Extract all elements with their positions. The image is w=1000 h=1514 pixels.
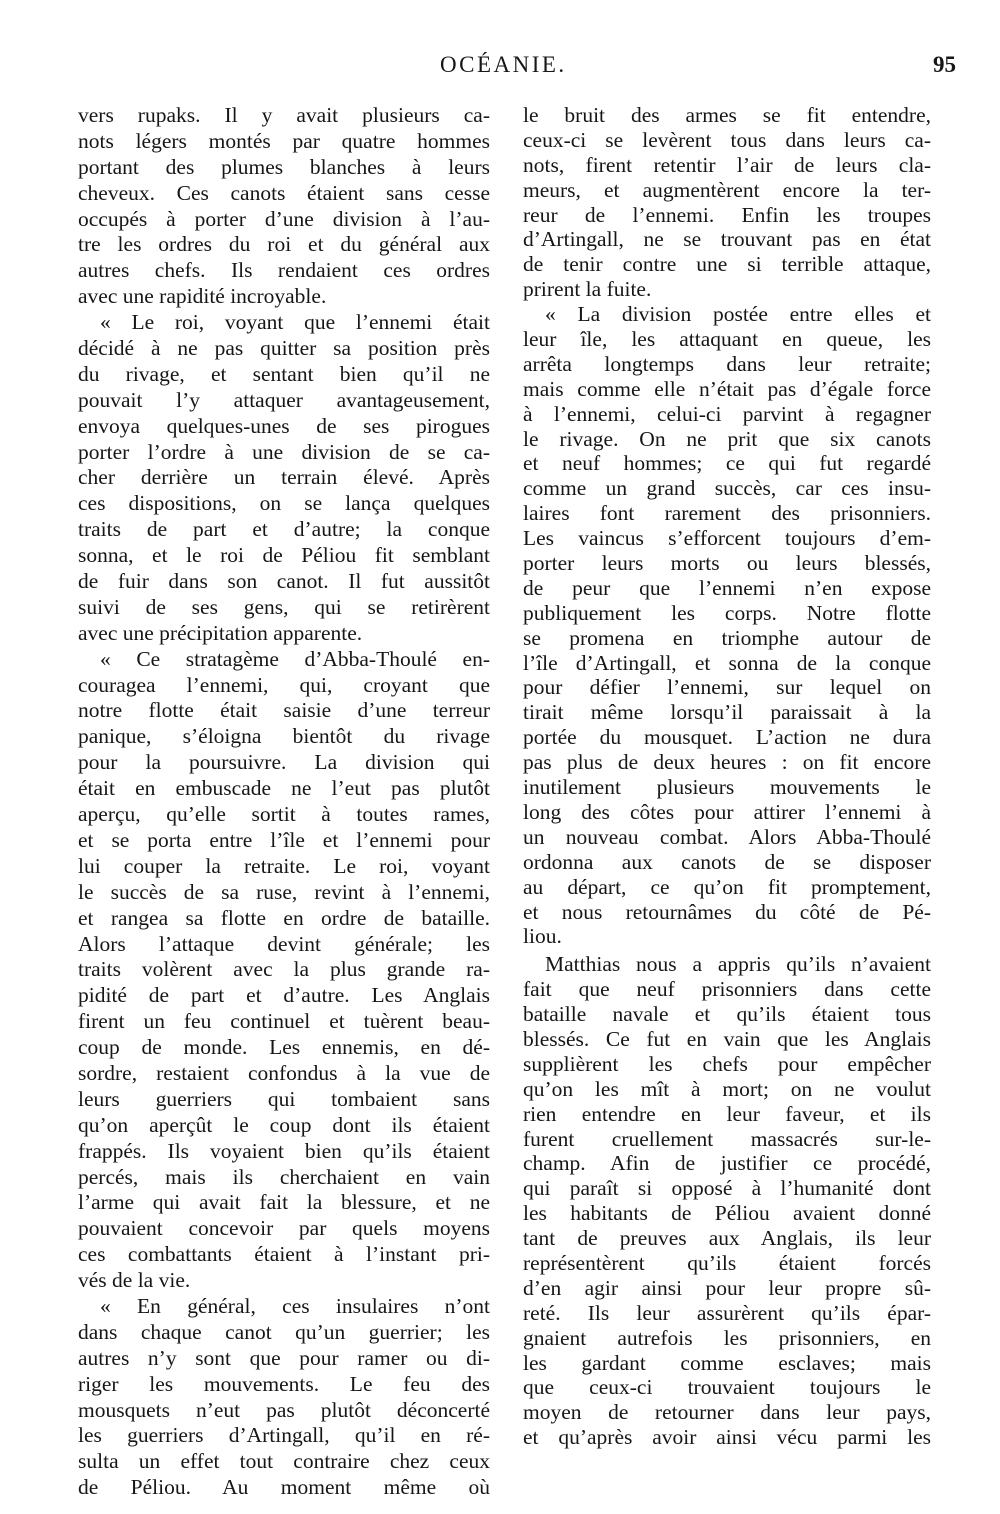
- text-line: à l’ennemi, celui-ci parvint à regagner: [523, 401, 931, 426]
- text-line: publiquement les corps. Notre flotte: [523, 600, 931, 625]
- text-line: autres chefs. Ils rendaient ces ordres: [78, 258, 490, 283]
- text-line: frappés. Ils voyaient bien qu’ils étaient: [78, 1138, 490, 1163]
- text-line: qui paraît si opposé à l’humanité dont: [523, 1176, 931, 1201]
- text-line: rien entendre en leur faveur, et ils: [523, 1101, 931, 1126]
- text-line: « Ce stratagème d’Abba-Thoulé en-: [100, 646, 490, 671]
- text-line: riger les mouvements. Le feu des: [78, 1371, 490, 1396]
- text-line: sonna, et le roi de Péliou fit semblant: [78, 543, 490, 568]
- text-line: l’île d’Artingall, et sonna de la conque: [523, 650, 931, 675]
- text-line: mais comme elle n’était pas d’égale force: [523, 376, 931, 401]
- running-head: [0, 52, 1000, 82]
- text-line: leurs guerriers qui tombaient sans: [78, 1086, 490, 1111]
- text-line: tant de preuves aux Anglais, ils leur: [523, 1226, 931, 1251]
- text-line: blessés. Ce fut en vain que les Anglais: [523, 1026, 931, 1051]
- text-line: et se porta entre l’île et l’ennemi pour: [78, 827, 490, 852]
- text-line: les gardant comme esclaves; mais: [523, 1350, 931, 1375]
- text-line: d’Artingall, ne se trouvant pas en état: [523, 227, 931, 252]
- text-line: pidité de part et d’autre. Les Anglais: [78, 983, 490, 1008]
- text-line: porter l’ordre à une division de se ca-: [78, 439, 490, 464]
- text-line: supplièrent les chefs pour empêcher: [523, 1051, 931, 1076]
- text-line: portant des plumes blanches à leurs: [78, 154, 490, 179]
- text-line: sordre, restaient confondus à la vue de: [78, 1060, 490, 1085]
- text-line: tirait même lorsqu’il paraissait à la: [523, 700, 931, 725]
- text-line: champ. Afin de justifier ce procédé,: [523, 1151, 931, 1176]
- text-line: pouvait l’y attaquer avantageusement,: [78, 387, 490, 412]
- text-line: gnaient autrefois les prisonniers, en: [523, 1325, 931, 1350]
- text-line: sulta un effet tout contraire chez ceux: [78, 1449, 490, 1474]
- text-line: avec une précipitation apparente.: [78, 620, 363, 645]
- text-line: et qu’après avoir ainsi vécu parmi les: [523, 1425, 931, 1450]
- text-line: tre les ordres du roi et du général aux: [78, 232, 490, 257]
- text-line: les guerriers d’Artingall, qu’il en ré-: [78, 1423, 490, 1448]
- text-line: le rivage. On ne prit que six canots: [523, 426, 931, 451]
- text-line: de Péliou. Au moment même où: [78, 1475, 490, 1500]
- text-line: cheveux. Ces canots étaient sans cesse: [78, 180, 490, 205]
- text-line: au départ, ce qu’on fit promptement,: [523, 874, 931, 899]
- text-column-left: [78, 103, 490, 1501]
- text-line: reté. Ils leur assurèrent qu’ils épar-: [523, 1300, 931, 1325]
- paragraph: [523, 952, 931, 1450]
- text-line: percés, mais ils cherchaient en vain: [78, 1164, 490, 1189]
- text-line: et rangea sa flotte en ordre de bataille.: [78, 905, 490, 930]
- paragraph: [78, 310, 490, 647]
- text-line: panique, s’éloigna bientôt du rivage: [78, 724, 490, 749]
- text-line: coup de monde. Les ennemis, en dé-: [78, 1035, 490, 1060]
- text-line: fait que neuf prisonniers dans cette: [523, 977, 931, 1002]
- text-line: aperçu, qu’elle sortit à toutes rames,: [78, 802, 490, 827]
- text-line: dans chaque canot qu’un guerrier; les: [78, 1319, 490, 1344]
- text-line: ordonna aux canots de se disposer: [523, 849, 931, 874]
- text-line: suivi de ses gens, qui se retirèrent: [78, 594, 490, 619]
- text-line: « La division postée entre elles et: [545, 302, 931, 327]
- paragraph: [78, 103, 490, 310]
- text-line: notre flotte était saisie d’une terreur: [78, 698, 490, 723]
- text-line: comme un grand succès, car ces insu-: [523, 476, 931, 501]
- text-line: traits de part et d’autre; la conque: [78, 517, 490, 542]
- text-line: vés de la vie.: [78, 1268, 191, 1293]
- text-line: lui couper la retraite. Le roi, voyant: [78, 853, 490, 878]
- running-head-title: OCÉANIE.: [440, 52, 567, 77]
- text-line: et nous retournâmes du côté de Pé-: [523, 899, 931, 924]
- text-line: « En général, ces insulaires n’ont: [100, 1293, 490, 1318]
- text-line: pouvaient concevoir par quels moyens: [78, 1216, 490, 1241]
- paragraph: [523, 302, 931, 949]
- text-line: furent cruellement massacrés sur-le-: [523, 1126, 931, 1151]
- text-line: décidé à ne pas quitter sa position près: [78, 336, 490, 361]
- text-line: que ceux-ci trouvaient toujours le: [523, 1375, 931, 1400]
- text-line: un nouveau combat. Alors Abba-Thoulé: [523, 824, 931, 849]
- text-line: avec une rapidité incroyable.: [78, 284, 327, 309]
- text-line: couragea l’ennemi, qui, croyant que: [78, 672, 490, 697]
- text-line: représentèrent qu’ils étaient forcés: [523, 1250, 931, 1275]
- text-line: arrêta longtemps dans leur retraite;: [523, 351, 931, 376]
- text-line: meurs, et augmentèrent encore la ter-: [523, 177, 931, 202]
- text-line: traits volèrent avec la plus grande ra-: [78, 957, 490, 982]
- text-line: liou.: [523, 924, 562, 949]
- text-line: laires font rarement des prisonniers.: [523, 501, 931, 526]
- text-line: pour défier l’ennemi, sur lequel on: [523, 675, 931, 700]
- text-line: Les vaincus s’efforcent toujours d’em-: [523, 526, 931, 551]
- text-line: les habitants de Péliou avaient donné: [523, 1201, 931, 1226]
- text-line: envoya quelques-unes de ses pirogues: [78, 413, 490, 438]
- text-line: Matthias nous a appris qu’ils n’avaient: [545, 952, 931, 977]
- text-line: le bruit des armes se fit entendre,: [523, 103, 931, 127]
- text-line: ceux-ci se levèrent tous dans leurs ca-: [523, 127, 931, 152]
- text-line: de fuir dans son canot. Il fut aussitôt: [78, 569, 490, 594]
- text-line: de tenir contre une si terrible attaque,: [523, 252, 931, 277]
- page-number: 95: [933, 52, 956, 77]
- text-line: l’arme qui avait fait la blessure, et ne: [78, 1190, 490, 1215]
- text-line: nots légers montés par quatre hommes: [78, 128, 490, 153]
- text-column-right: [523, 103, 931, 1450]
- text-line: et neuf hommes; ce qui fut regardé: [523, 451, 931, 476]
- text-line: moyen de retourner dans leur pays,: [523, 1400, 931, 1425]
- text-line: mousquets n’eut pas plutôt déconcerté: [78, 1397, 490, 1422]
- text-line: firent un feu continuel et tuèrent beau-: [78, 1009, 490, 1034]
- text-line: cher derrière un terrain élevé. Après: [78, 465, 490, 490]
- text-line: pas plus de deux heures : on fit encore: [523, 750, 931, 775]
- text-line: porter leurs morts ou leurs blessés,: [523, 551, 931, 576]
- text-line: qu’on aperçût le coup dont ils étaient: [78, 1112, 490, 1137]
- text-line: long des côtes pour attirer l’ennemi à: [523, 799, 931, 824]
- text-line: Alors l’attaque devint générale; les: [78, 931, 490, 956]
- text-line: nots, firent retentir l’air de leurs cla-: [523, 152, 931, 177]
- text-line: ces dispositions, on se lança quelques: [78, 491, 490, 516]
- text-line: était en embuscade ne l’eut pas plutôt: [78, 776, 490, 801]
- paragraph: [78, 1294, 490, 1501]
- text-line: portée du mousquet. L’action ne dura: [523, 725, 931, 750]
- paragraph: [78, 647, 490, 1294]
- text-line: d’en agir ainsi pour leur propre sû-: [523, 1275, 931, 1300]
- text-line: autres n’y sont que pour ramer ou di-: [78, 1345, 490, 1370]
- text-line: prirent la fuite.: [523, 277, 652, 302]
- text-line: occupés à porter d’une division à l’au-: [78, 206, 490, 231]
- text-line: bataille navale et qu’ils étaient tous: [523, 1002, 931, 1027]
- text-line: reur de l’ennemi. Enfin les troupes: [523, 202, 931, 227]
- text-line: se promena en triomphe autour de: [523, 625, 931, 650]
- text-line: inutilement plusieurs mouvements le: [523, 775, 931, 800]
- text-line: leur île, les attaquant en queue, les: [523, 327, 931, 352]
- text-line: qu’on les mît à mort; on ne voulut: [523, 1076, 931, 1101]
- text-line: ces combattants étaient à l’instant pri-: [78, 1242, 490, 1267]
- paragraph: [523, 103, 931, 302]
- text-line: « Le roi, voyant que l’ennemi était: [100, 310, 490, 335]
- text-line: vers rupaks. Il y avait plusieurs ca-: [78, 103, 490, 127]
- text-line: de peur que l’ennemi n’en expose: [523, 575, 931, 600]
- text-line: du rivage, et sentant bien qu’il ne: [78, 361, 490, 386]
- text-line: pour la poursuivre. La division qui: [78, 750, 490, 775]
- text-line: le succès de sa ruse, revint à l’ennemi,: [78, 879, 490, 904]
